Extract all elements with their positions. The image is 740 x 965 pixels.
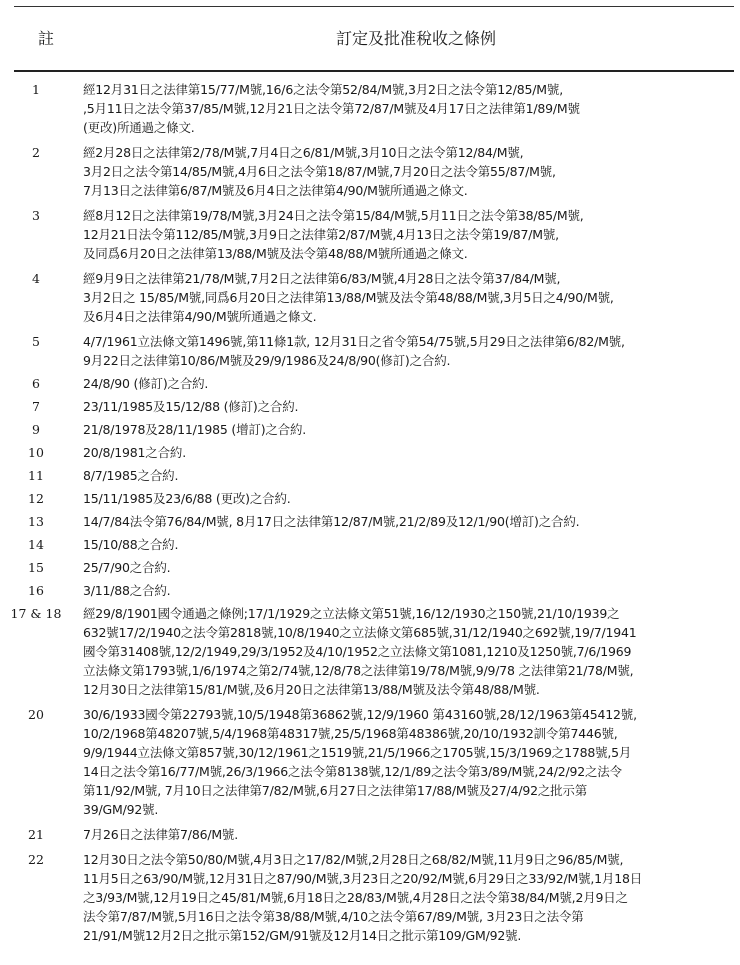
note-number: 17 & 18 — [10, 606, 62, 621]
note-row — [0, 850, 740, 945]
note-text: 3/11/88之合約. — [83, 583, 171, 598]
note-text: 15/10/88之合約. — [83, 537, 179, 552]
note-row — [0, 374, 740, 393]
note-text: 經12月31日之法律第15/77/M號,16/6之法令第52/84/M號,3月2日之法令第12/85/M號, ,5月11日之法令第37/85/M號,12月21日之法令第72/87/M號及4月17日之法律第1/89/M號 (更改)所通過之條文. — [83, 82, 580, 135]
note-text: 經29/8/1901國令通過之條例;17/1/1929之立法條文第51號,16/12/1930之150號,21/10/1939之 632號17/2/1940之法令第2818號,10/8/1940之立法條文第685號,31/12/1940之692號,19/7/1941 國令第31408號,12/2/1949,29/3/1952及4/10/1952之立法條文第1081,1210及1250號,7/6/1969 立法條文第1793號,1/6/1974之第2/74號,12/8/78之法律第19/78/M號,9/9/78 之法律第21/78/M號, 12月30日之法律第15/81/M號,及6月20日之法律第13/88/M號及法令第48/88/M號. — [83, 606, 637, 697]
note-row — [0, 466, 740, 485]
note-text: 7月26日之法律第7/86/M號. — [83, 827, 238, 842]
note-column-header: 註 — [38, 29, 55, 48]
note-number: 20 — [28, 707, 44, 722]
note-number: 13 — [28, 514, 44, 529]
notes-list — [0, 80, 740, 951]
note-number: 7 — [32, 399, 40, 414]
note-text: 12月30日之法令第50/80/M號,4月3日之17/82/M號,2月28日之68/82/M號,11月9日之96/85/M號, 11月5日之63/90/M號,12月31日之87/90/M號,3月23日之20/92/M號,6月29日之33/92/M號,1月18日 之3/93/M號,12月19日之45/81/M號,6月18日之28/83/M號,4月28日之法令第38/84/M號,2月9日之 法令第7/87/M號,5月16日之法令第38/88/M號,4/10之法令第67/89/M號, 3月23日之法令第 21/91/M號12月2日之批示第152/GM/91號及12月14日之批示第109/GM/92號. — [83, 852, 643, 943]
note-number: 15 — [28, 560, 44, 575]
note-text: 經2月28日之法律第2/78/M號,7月4日之6/81/M號,3月10日之法令第12/84/M號, 3月2日之法令第14/85/M號,4月6日之法令第18/87/M號,7月20日之法令第55/87/M號, 7月13日之法律第6/87/M號及6月4日之法律第4/90/M號所通過之條文. — [83, 145, 556, 198]
note-number: 1 — [32, 82, 40, 97]
note-number: 3 — [32, 208, 40, 223]
note-text: 14/7/84法令第76/84/M號, 8月17日之法律第12/87/M號,21/2/89及12/1/90(增訂)之合約. — [83, 514, 580, 529]
note-row — [0, 80, 740, 137]
note-row — [0, 332, 740, 370]
note-text: 4/7/1961立法條文第1496號,第11條1款, 12月31日之省令第54/75號,5月29日之法律第6/82/M號, 9月22日之法律第10/86/M號及29/9/1986及24/8/90(修訂)之合約. — [83, 334, 625, 368]
note-row — [0, 143, 740, 200]
header-rule — [14, 70, 734, 72]
note-row — [0, 535, 740, 554]
note-number: 2 — [32, 145, 40, 160]
note-text: 8/7/1985之合約. — [83, 468, 179, 483]
note-number: 12 — [28, 491, 44, 506]
note-row — [0, 206, 740, 263]
note-text: 21/8/1978及28/11/1985 (增訂)之合約. — [83, 422, 307, 437]
note-text: 經8月12日之法律第19/78/M號,3月24日之法令第15/84/M號,5月11日之法令第38/85/M號, 12月21日法令第112/85/M號,3月9日之法律第2/87/M號,4月13日之法令第19/87/M號, 及同爲6月20日之法律第13/88/M號及法令第48/88/M號所通過之條文. — [83, 208, 584, 261]
note-text: 24/8/90 (修訂)之合約. — [83, 376, 209, 391]
note-text: 30/6/1933國令第22793號,10/5/1948第36862號,12/9/1960 第43160號,28/12/1963第45412號, 10/2/1968第48207號,5/4/1968第48317號,25/5/1968第48386號,20/10/1932訓令第7446號, 9/9/1944立法條文第857號,30/12/1961之1519號,21/5/1966之1705號,15/3/1969之1788號,5月 14日之法令第16/77/M號,26/3/1966之法令第8138號,12/1/89之法令第3/89/M號,24/2/92之法令 第11/92/M號, 7月10日之法律第7/82/M號,6月27日之法律第17/88/M號及27/4/92之批示第 39/GM/92號. — [83, 707, 637, 817]
note-row — [0, 489, 740, 508]
note-row — [0, 825, 740, 844]
note-text: 25/7/90之合約. — [83, 560, 171, 575]
note-row — [0, 581, 740, 600]
top-rule — [14, 6, 734, 7]
note-number: 21 — [28, 827, 44, 842]
note-row — [0, 604, 740, 699]
note-text: 23/11/1985及15/12/88 (修訂)之合約. — [83, 399, 299, 414]
note-number: 4 — [32, 271, 40, 286]
note-number: 10 — [28, 445, 44, 460]
note-number: 6 — [32, 376, 40, 391]
note-row — [0, 705, 740, 819]
note-row — [0, 397, 740, 416]
note-text: 15/11/1985及23/6/88 (更改)之合約. — [83, 491, 291, 506]
note-row — [0, 558, 740, 577]
note-number: 5 — [32, 334, 40, 349]
note-number: 22 — [28, 852, 44, 867]
note-number: 11 — [28, 468, 44, 483]
note-number: 16 — [28, 583, 44, 598]
page-title: 訂定及批准稅收之條例 — [336, 29, 497, 48]
note-row — [0, 420, 740, 439]
note-number: 14 — [28, 537, 44, 552]
note-number: 9 — [32, 422, 40, 437]
note-row — [0, 443, 740, 462]
note-row — [0, 512, 740, 531]
note-text: 20/8/1981之合約. — [83, 445, 186, 460]
note-row — [0, 269, 740, 326]
note-text: 經9月9日之法律第21/78/M號,7月2日之法律第6/83/M號,4月28日之法令第37/84/M號, 3月2日之 15/85/M號,同爲6月20日之法律第13/88/M號及法令第48/88/M號,3月5日之4/90/M號, 及6月4日之法律第4/90/M號所通過之條文. — [83, 271, 614, 324]
